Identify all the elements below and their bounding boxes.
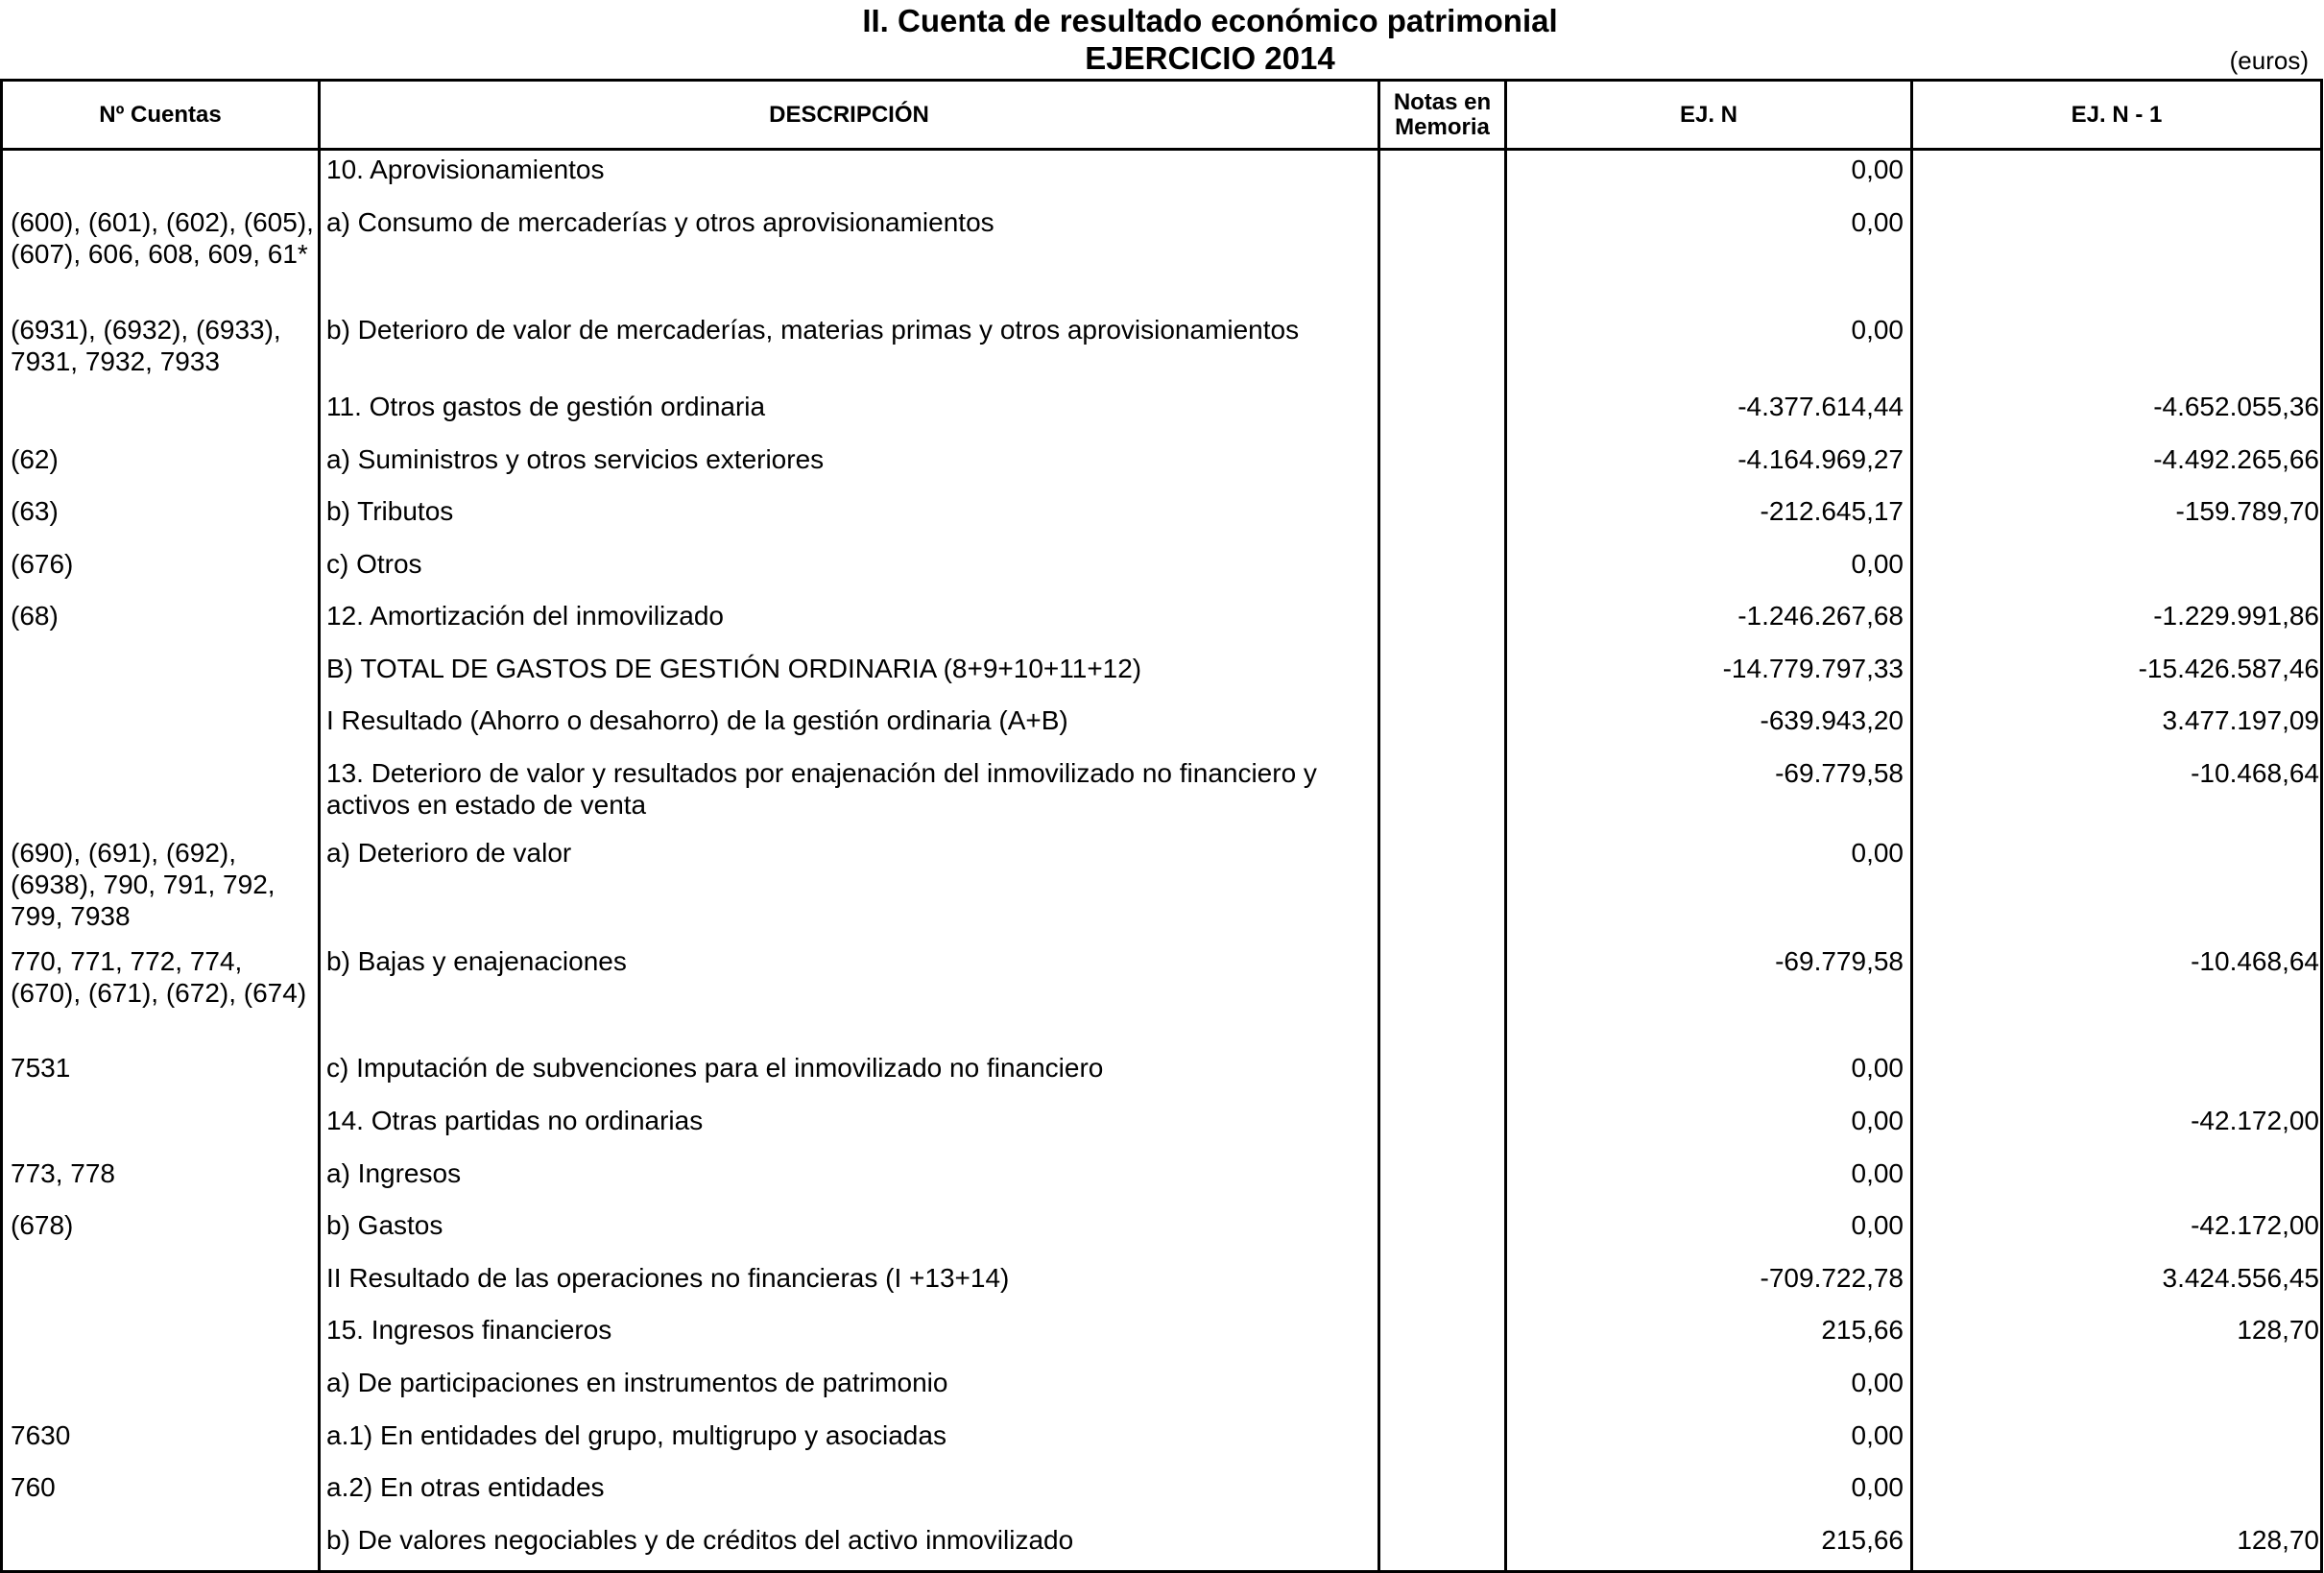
previous-year-value: -4.492.265,66	[2153, 444, 2319, 474]
header-accounts: Nº Cuentas	[99, 101, 222, 128]
current-year-value: -69.779,58	[1775, 758, 1904, 788]
account-codes: 773, 778	[11, 1158, 115, 1188]
current-year-value: -212.645,17	[1760, 496, 1904, 526]
row-description: 13. Deterioro de valor y resultados por enajenación del inmovilizado no financiero y activos en estado de venta	[326, 758, 1317, 820]
column-divider	[1378, 82, 1380, 1570]
previous-year-value: -10.468,64	[2191, 946, 2319, 976]
header-description: DESCRIPCIÓN	[769, 101, 929, 128]
row-description: 10. Aprovisionamientos	[326, 155, 605, 184]
row-description: 11. Otros gastos de gestión ordinaria	[326, 392, 766, 421]
row-description: b) De valores negociables y de créditos del activo inmovilizado	[326, 1525, 1074, 1555]
row-description: b) Gastos	[326, 1210, 443, 1240]
previous-year-value: 3.477.197,09	[2162, 705, 2319, 735]
page-title: II. Cuenta de resultado económico patrimonial	[862, 3, 1558, 38]
current-year-value: -4.164.969,27	[1737, 444, 1904, 474]
previous-year-value: -42.172,00	[2191, 1210, 2319, 1240]
previous-year-value: -42.172,00	[2191, 1106, 2319, 1135]
current-year-value: 0,00	[1851, 155, 1904, 184]
header-divider	[3, 148, 2320, 151]
row-description: 15. Ingresos financieros	[326, 1315, 612, 1345]
previous-year-value: -1.229.991,86	[2153, 601, 2319, 631]
fiscal-year: EJERCICIO 2014	[1085, 40, 1335, 76]
previous-year-value: 3.424.556,45	[2162, 1263, 2319, 1293]
previous-year-value: 128,70	[2237, 1315, 2319, 1345]
current-year-value: -709.722,78	[1760, 1263, 1904, 1293]
header-previous-year: EJ. N - 1	[2071, 101, 2163, 128]
row-description: I Resultado (Ahorro o desahorro) de la gestión ordinaria (A+B)	[326, 705, 1068, 735]
row-description: b) Bajas y enajenaciones	[326, 946, 627, 976]
row-description: c) Imputación de subvenciones para el inmovilizado no financiero	[326, 1053, 1104, 1083]
column-divider	[318, 82, 321, 1570]
column-divider	[1910, 82, 1913, 1570]
current-year-value: 0,00	[1851, 207, 1904, 237]
row-description: a.1) En entidades del grupo, multigrupo y asociadas	[326, 1420, 946, 1450]
account-codes: 770, 771, 772, 774, (670), (671), (672), (674)	[11, 946, 307, 1008]
account-codes: (600), (601), (602), (605), (607), 606, 608, 609, 61*	[11, 207, 314, 269]
account-codes: (678)	[11, 1210, 74, 1240]
row-description: 12. Amortización del inmovilizado	[326, 601, 724, 631]
current-year-value: -69.779,58	[1775, 946, 1904, 976]
row-description: a.2) En otras entidades	[326, 1472, 605, 1502]
account-codes: (68)	[11, 601, 59, 631]
account-codes: (62)	[11, 444, 59, 474]
units-label: (euros)	[2229, 46, 2309, 75]
column-divider	[1504, 82, 1507, 1570]
account-codes: (676)	[11, 549, 74, 579]
current-year-value: 215,66	[1821, 1315, 1904, 1345]
current-year-value: 0,00	[1851, 315, 1904, 345]
account-codes: 7531	[11, 1053, 71, 1083]
current-year-value: 0,00	[1851, 549, 1904, 579]
current-year-value: 0,00	[1851, 1420, 1904, 1450]
current-year-value: -639.943,20	[1760, 705, 1904, 735]
previous-year-value: -4.652.055,36	[2153, 392, 2319, 421]
account-codes: (63)	[11, 496, 59, 526]
previous-year-value: -159.789,70	[2175, 496, 2319, 526]
previous-year-value: -10.468,64	[2191, 758, 2319, 788]
current-year-value: 0,00	[1851, 838, 1904, 868]
header-current-year: EJ. N	[1679, 101, 1738, 128]
row-description: B) TOTAL DE GASTOS DE GESTIÓN ORDINARIA (8+9+10+11+12)	[326, 654, 1142, 683]
row-description: a) Ingresos	[326, 1158, 462, 1188]
current-year-value: 0,00	[1851, 1053, 1904, 1083]
current-year-value: 0,00	[1851, 1106, 1904, 1135]
account-codes: 760	[11, 1472, 56, 1502]
row-description: II Resultado de las operaciones no financieras (I +13+14)	[326, 1263, 1010, 1293]
account-codes: 7630	[11, 1420, 71, 1450]
current-year-value: 0,00	[1851, 1368, 1904, 1397]
previous-year-value: -15.426.587,46	[2138, 654, 2319, 683]
current-year-value: -1.246.267,68	[1737, 601, 1904, 631]
account-codes: (6931), (6932), (6933), 7931, 7932, 7933	[11, 315, 281, 376]
results-table	[0, 79, 2323, 1573]
row-description: c) Otros	[326, 549, 422, 579]
current-year-value: 0,00	[1851, 1158, 1904, 1188]
header-notes: Notas en Memoria	[1393, 88, 1492, 140]
current-year-value: -4.377.614,44	[1737, 392, 1904, 421]
row-description: 14. Otras partidas no ordinarias	[326, 1106, 704, 1135]
account-codes: (690), (691), (692), (6938), 790, 791, 792, 799, 7938	[11, 838, 276, 931]
row-description: b) Deterioro de valor de mercaderías, materias primas y otros aprovisionamientos	[326, 315, 1300, 345]
current-year-value: 215,66	[1821, 1525, 1904, 1555]
current-year-value: 0,00	[1851, 1472, 1904, 1502]
row-description: a) Suministros y otros servicios exteriores	[326, 444, 825, 474]
previous-year-value: 128,70	[2237, 1525, 2319, 1555]
row-description: a) Consumo de mercaderías y otros aprovisionamientos	[326, 207, 994, 237]
row-description: a) De participaciones en instrumentos de patrimonio	[326, 1368, 948, 1397]
current-year-value: -14.779.797,33	[1722, 654, 1904, 683]
row-description: b) Tributos	[326, 496, 454, 526]
current-year-value: 0,00	[1851, 1210, 1904, 1240]
row-description: a) Deterioro de valor	[326, 838, 572, 868]
